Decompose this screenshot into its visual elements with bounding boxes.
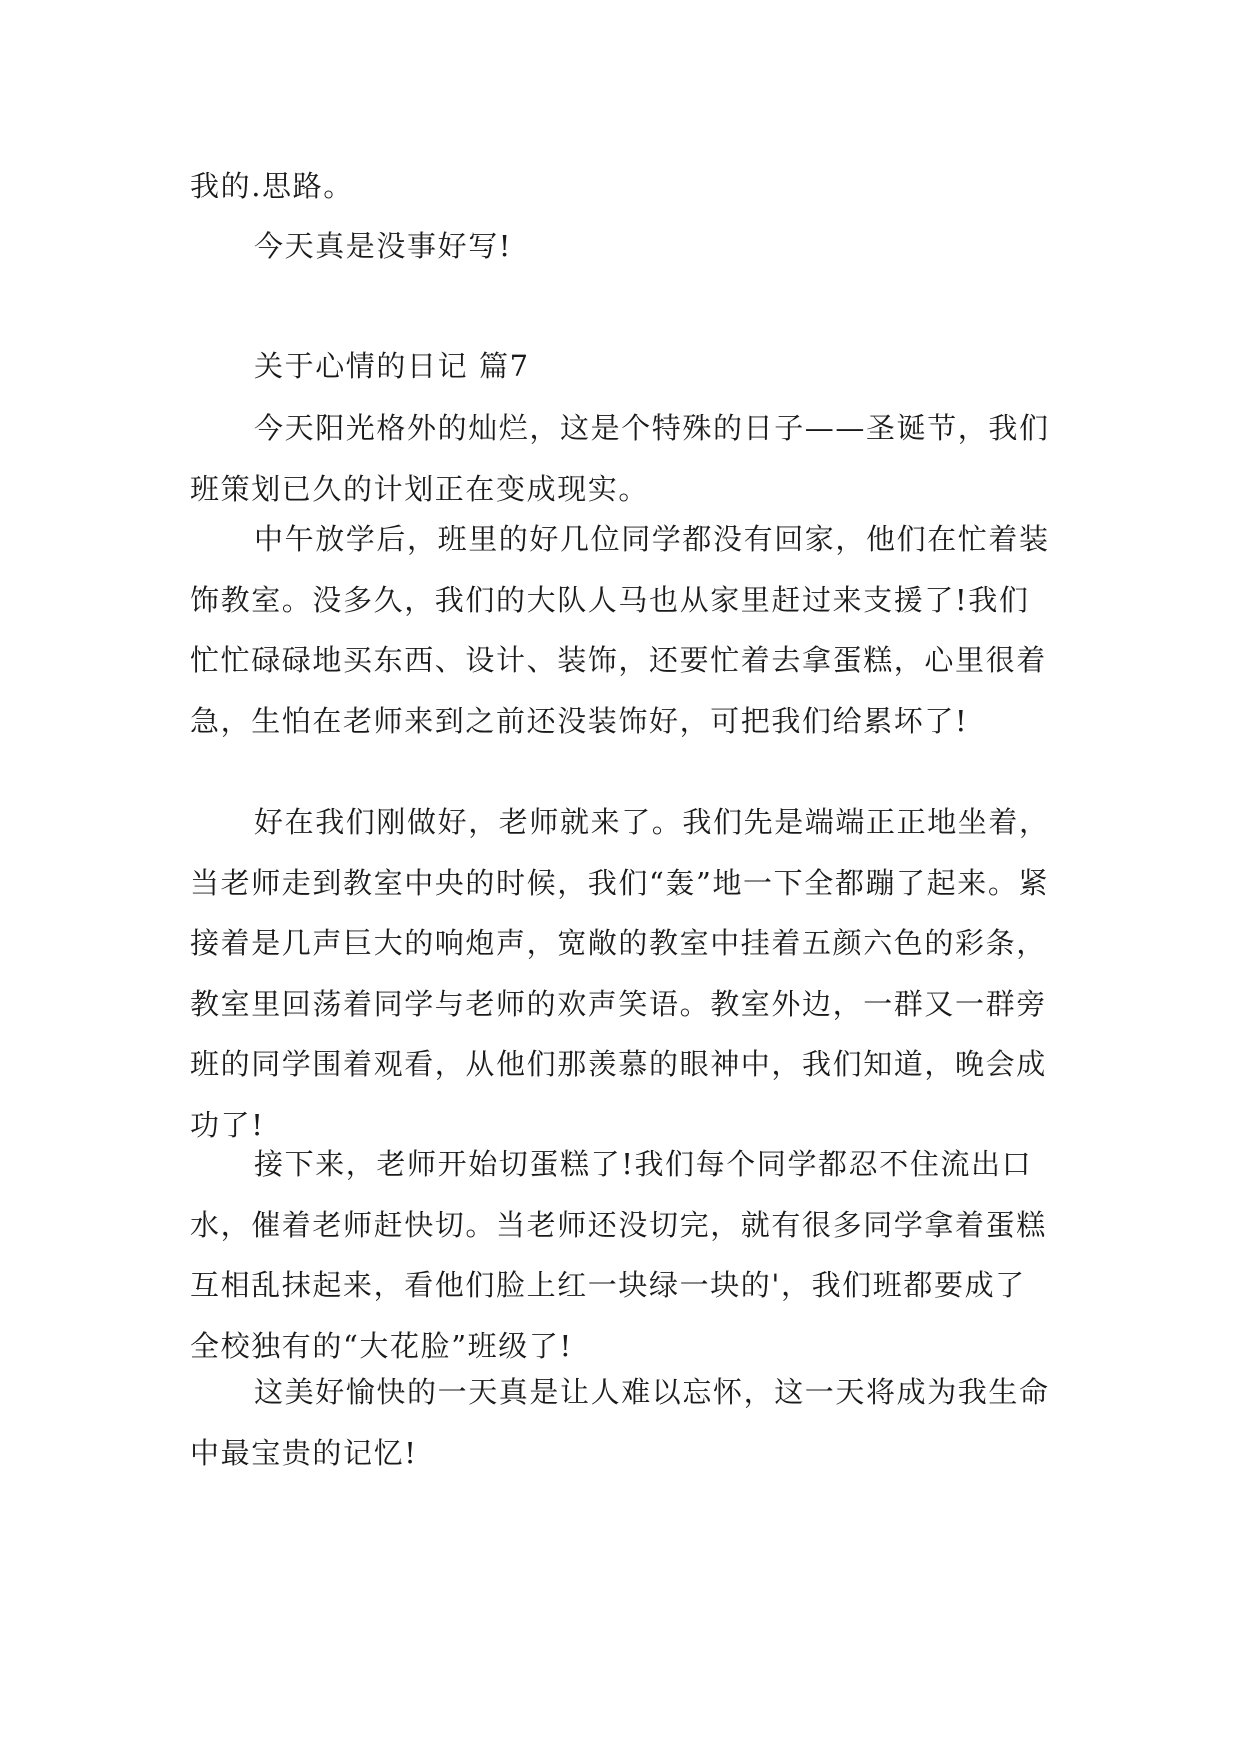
paragraph-nothing-to-write: 今天真是没事好写! bbox=[254, 229, 513, 263]
paragraph-memorable-day: 这美好愉快的一天真是让人难以忘怀，这一天将成为我生命中最宝贵的记忆! bbox=[190, 1375, 1050, 1470]
paragraph-cutting-cake: 接下来，老师开始切蛋糕了!我们每个同学都忍不住流出口水，催着老师赶快切。当老师还没切完，就有很多同学拿着蛋糕互相乱抹起来，看他们脸上红一块绿一块的'，我们班都要成了全校独有的“大花脸”班级了! bbox=[190, 1147, 1047, 1363]
paragraph-teacher-arrives: 好在我们刚做好，老师就来了。我们先是端端正正地坐着，当老师走到教室中央的时候，我们“轰”地一下全都蹦了起来。紧接着是几声巨大的响炮声，宽敞的教室中挂着五颜六色的彩条，教室里回荡着同学与老师的欢声笑语。教室外边，一群又一群旁班的同学围着观看，从他们那羡慕的眼神中，我们知道，晚会成功了! bbox=[190, 805, 1050, 1142]
paragraph-continuation: 我的.思路。 bbox=[190, 169, 354, 203]
paragraph-decorating-classroom: 中午放学后，班里的好几位同学都没有回家，他们在忙着装饰教室。没多久，我们的大队人马也从家里赶过来支援了!我们忙忙碌碌地买东西、设计、装饰，还要忙着去拿蛋糕，心里很着急，生怕在老师来到之前还没装饰好，可把我们给累坏了! bbox=[190, 522, 1050, 738]
section-heading: 关于心情的日记 篇7 bbox=[254, 349, 530, 383]
paragraph-christmas-intro: 今天阳光格外的灿烂，这是个特殊的日子——圣诞节，我们班策划已久的计划正在变成现实。 bbox=[190, 411, 1050, 506]
